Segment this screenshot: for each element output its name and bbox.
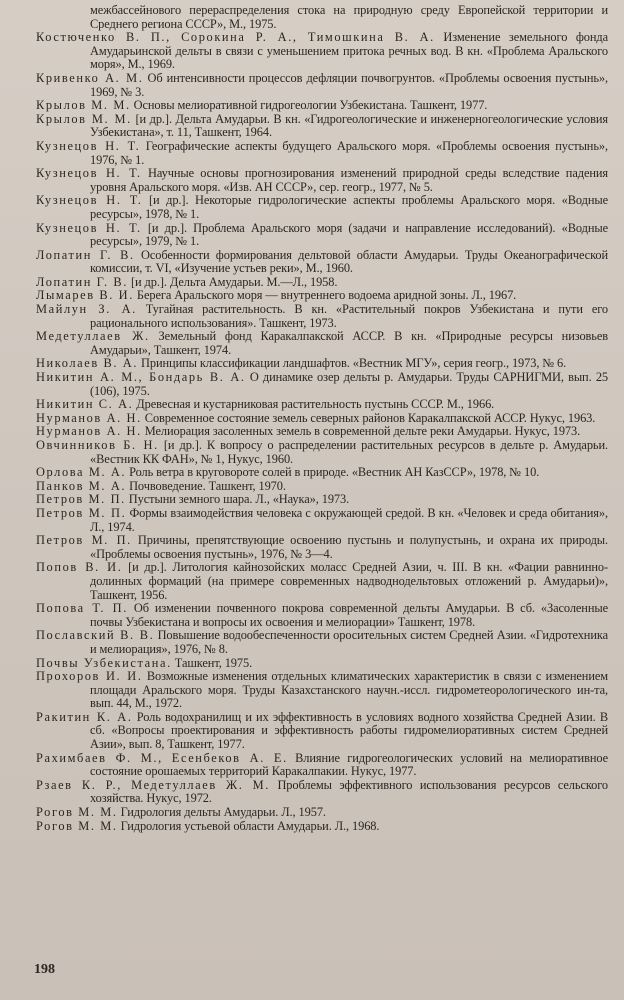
- reference-entry: [36, 466, 608, 480]
- reference-author: Нурманов А. Н.: [36, 424, 142, 439]
- reference-entry: [36, 670, 608, 711]
- reference-text: Возможные изменения отдельных климатических характеристик в связи с изменением площади Аральского моря. Труды Казахстанского научн.-иссл. гидрометеорологического ин-та, вып. 44, М., 1972.: [90, 669, 608, 711]
- reference-entry: [36, 493, 608, 507]
- reference-entry: [36, 412, 608, 426]
- reference-text: Географические аспекты будущего Аральского моря. «Проблемы освоения пустынь», 1976, № 1.: [90, 138, 608, 167]
- reference-author: Николаев В. А.: [36, 356, 139, 371]
- reference-text: [и др.]. Дельта Амударьи. В кн. «Гидрогеологические и инженерногеологические условия Узбекистана», т. 11, Ташкент, 1964.: [90, 111, 608, 140]
- reference-entry: [36, 357, 608, 371]
- reference-text: Роль водохранилищ и их эффективность в условиях водного хозяйства Средней Азии. В сб. «Вопросы проектирования и эффективность работы гидромелиоративных систем Средней Азии», вып. 8, Ташкент, 1977.: [90, 709, 609, 752]
- reference-text: Берега Аральского моря — внутреннего водоема аридной зоны. Л., 1967.: [133, 288, 517, 303]
- reference-text: О динамике озер дельты р. Амударьи. Труды САРНИГМИ, вып. 25 (106), 1975.: [90, 370, 609, 398]
- reference-entry: [36, 167, 608, 194]
- reference-author: Почвы Узбекистана.: [36, 655, 172, 670]
- reference-author: Никитин А. М., Бондарь В. А.: [36, 370, 246, 385]
- reference-author: Прохоров И. И.: [36, 669, 143, 684]
- reference-text: [и др.]. Литология кайнозойских моласс Средней Азии, ч. III. В кн. «Фации равнинно-долинных формаций (на примере современных надводнодельтовых отложений р. Амударьи)», Ташкент, 1956.: [90, 560, 608, 602]
- reference-text: Роль ветра в круговороте солей в природе. «Вестник АН КазССР», 1978, № 10.: [126, 465, 540, 480]
- reference-author: Медетуллаев Ж.: [36, 329, 150, 344]
- reference-author: Крылов М. М.: [36, 111, 132, 126]
- reference-text: [и др.]. Некоторые гидрологические аспекты проблемы Аральского моря. «Водные ресурсы», 1978, № 1.: [90, 193, 609, 221]
- reference-entry: [36, 752, 608, 779]
- reference-author: Кузнецов Н. Т.: [36, 220, 142, 235]
- reference-author: Лопатин Г. В.: [36, 247, 135, 262]
- reference-text: Современное состояние земель северных районов Каракалпакской АССР. Нукус, 1963.: [141, 410, 596, 425]
- reference-text: Пустыни земного шара. Л., «Наука», 1973.: [125, 492, 350, 507]
- reference-text: Проблемы эффективного использования ресурсов сельского хозяйства. Нукус, 1972.: [90, 777, 608, 806]
- reference-entry: [36, 194, 608, 221]
- reference-entry: [36, 371, 608, 398]
- reference-text: Об интенсивности процессов дефляции почвогрунтов. «Проблемы освоения пустынь», 1969, № 3.: [90, 70, 608, 99]
- reference-author: Панков М. А.: [36, 478, 127, 493]
- reference-text: Влияние гидрогеологических условий на мелиоративное состояние орошаемых территорий Каракалпакии. Нукус, 1977.: [90, 750, 608, 779]
- reference-entry: [36, 140, 608, 167]
- reference-author: Майлун З. А.: [36, 302, 137, 317]
- reference-author: Кузнецов Н. Т.: [36, 138, 141, 153]
- reference-entry: [36, 629, 608, 656]
- reference-entry: [36, 425, 608, 439]
- reference-entry: [36, 249, 608, 276]
- reference-author: Кривенко А. М.: [36, 70, 144, 85]
- reference-text: Особенности формирования дельтовой области Амударьи. Труды Океанографической комиссии, т. VI, «Изучение устьев реки», М., 1960.: [90, 247, 608, 276]
- reference-entry: [36, 72, 608, 99]
- reference-entry: [36, 711, 608, 752]
- reference-author: Рогов М. М.: [36, 805, 118, 820]
- reference-text: Тугайная растительность. В кн. «Растительный покров Узбекистана и пути его рационального использования». Ташкент, 1973.: [90, 302, 608, 330]
- reference-entry: [36, 657, 608, 671]
- reference-text: Об изменении почвенного покрова современной дельты Амударьи. В сб. «Засоленные почвы Узбекистана и вопросы их освоения и мелиорации» Ташкент, 1978.: [90, 601, 608, 629]
- reference-text: Почвоведение. Ташкент, 1970.: [126, 478, 286, 493]
- reference-entry: [36, 113, 608, 140]
- reference-text: Повышение водообеспеченности оросительных систем Средней Азии. «Гидротехника и мелиорация», 1976, № 8.: [90, 628, 608, 656]
- reference-author: Попов В. И.: [36, 560, 123, 575]
- reference-entry: [36, 276, 608, 290]
- reference-entry: [36, 303, 608, 330]
- reference-author: Крылов М. М.: [36, 98, 131, 113]
- reference-text: Формы взаимодействия человека с окружающей средой. В кн. «Человек и среда обитания», Л., 1974.: [90, 505, 608, 534]
- reference-author: Ракитин К. А.: [36, 709, 133, 724]
- page-number: 198: [34, 962, 55, 977]
- reference-entry: [36, 4, 608, 31]
- reference-author: Пославский В. В.: [36, 628, 155, 643]
- reference-entry: [36, 779, 608, 806]
- reference-author: Кузнецов Н. Т.: [36, 193, 143, 208]
- reference-text: Гидрология устьевой области Амударьи. Л., 1968.: [117, 818, 380, 833]
- reference-author: Кузнецов Н. Т.: [36, 166, 142, 181]
- reference-entry: [36, 31, 608, 72]
- reference-text: Научные основы прогнозирования изменений природной среды вследствие падения уровня Аральского моря. «Изв. АН СССР», сер. геогр., 1977, № 5.: [90, 166, 609, 194]
- reference-entry: [36, 602, 608, 629]
- reference-text: Причины, препятствующие освоению пустынь и полупустынь, и охрана их природы. «Проблемы освоения пустынь», 1976, № 3—4.: [90, 533, 608, 561]
- reference-author: Рзаев К. Р., Медетуллаев Ж. М.: [36, 777, 270, 792]
- reference-entry: [36, 480, 608, 494]
- reference-entry: [36, 439, 608, 466]
- reference-author: Рахимбаев Ф. М., Есенбеков А. Е.: [36, 750, 288, 765]
- reference-author: Нурманов А. Н.: [36, 410, 142, 425]
- bibliography-list: [36, 4, 608, 833]
- reference-author: Петров М. П.: [36, 492, 126, 507]
- reference-entry: [36, 561, 608, 602]
- reference-author: Рогов М. М.: [36, 818, 118, 833]
- reference-text: Ташкент, 1975.: [171, 655, 253, 670]
- reference-entry: [36, 330, 608, 357]
- reference-author: Лымарев В. И.: [36, 288, 134, 303]
- reference-author: Орлова М. А.: [36, 465, 127, 480]
- reference-text: Мелиорация засоленных земель в современной дельте реки Амударьи. Нукус, 1973.: [141, 424, 581, 439]
- reference-author: Костюченко В. П., Сорокина Р. А., Тимошкина В. А.: [36, 30, 435, 45]
- reference-author: Овчинников Б. Н.: [36, 438, 159, 452]
- reference-entry: [36, 222, 608, 249]
- reference-entry: [36, 99, 608, 113]
- reference-author: Петров М. П.: [36, 505, 127, 520]
- reference-text: [и др.]. К вопросу о распределении растительных ресурсов в дельте р. Амударьи. «Вестник КК ФАН», № 1, Нукус, 1960.: [90, 438, 608, 466]
- reference-author: Лопатин Г. В.: [36, 274, 128, 289]
- reference-entry: [36, 806, 608, 820]
- reference-text: Земельный фонд Каракалпакской АССР. В кн. «Природные ресурсы низовьев Амударьи», Ташкент, 1974.: [90, 329, 608, 357]
- reference-entry: [36, 534, 608, 561]
- reference-entry: [36, 820, 608, 834]
- reference-entry: [36, 507, 608, 534]
- reference-author: Попова Т. П.: [36, 601, 128, 616]
- reference-text: Древесная и кустарниковая растительность пустынь СССР. М., 1966.: [133, 397, 495, 412]
- reference-text: межбассейнового перераспределения стока на природную среду Европейской территории и Среднего региона СССР», М., 1975.: [90, 3, 608, 31]
- reference-text: Изменение земельного фонда Амударьинской дельты в связи с уменьшением притока речных вод. В кн. «Проблема Аральского моря», М., 1969.: [90, 30, 608, 72]
- reference-entry: [36, 398, 608, 412]
- reference-text: Основы мелиоративной гидрогеологии Узбекистана. Ташкент, 1977.: [130, 98, 488, 113]
- reference-author: Никитин С. А.: [36, 397, 134, 412]
- reference-text: Гидрология дельты Амударьи. Л., 1957.: [117, 805, 326, 820]
- reference-text: Принципы классификации ландшафтов. «Вестник МГУ», серия геогр., 1973, № 6.: [138, 356, 567, 371]
- reference-entry: [36, 289, 608, 303]
- reference-text: [и др.]. Дельта Амударьи. М.—Л., 1958.: [128, 274, 338, 289]
- reference-text: [и др.]. Проблема Аральского моря (задачи и направление исследований). «Водные ресурсы», 1979, № 1.: [90, 220, 608, 249]
- reference-author: Петров М. П.: [36, 533, 132, 548]
